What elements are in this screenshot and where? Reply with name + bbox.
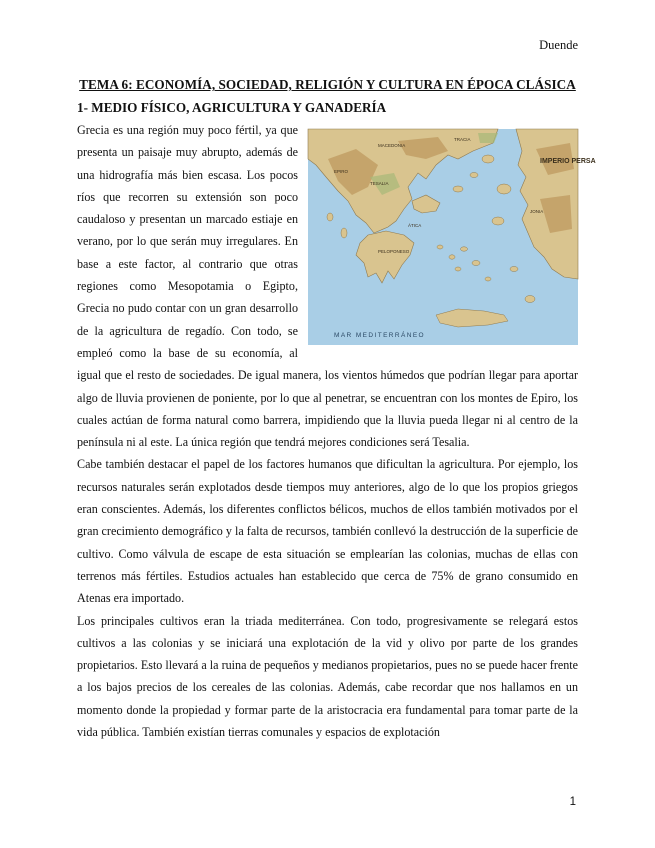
page-number: 1	[569, 796, 576, 808]
paragraph-2: Cabe también destacar el papel de los factores humanos que dificultan la agricultura. Por ejemplo, los recursos naturales serán explotados desde tiempos muy anteriores, algo de lo que los propios griegos eran conscientes. Además, los diferentes conflictos bélicos, muchos de ellos también motivados por el gran crecimiento demográfico y la falta de recursos, también conllevó la destrucción de la superficie de cultivo. Como válvula de escape de esta situación se emplearían las colonias, muchas de ellas con terrenos más fértiles. Estudios actuales han establecido que cerca de 75% de grano consumido en Atenas era importado.	[77, 457, 578, 606]
map-empire-label: IMPERIO PERSA	[540, 158, 596, 165]
svg-text:ÁTICA: ÁTICA	[408, 223, 422, 228]
svg-text:JONIA: JONIA	[530, 209, 544, 214]
greece-map	[308, 129, 596, 345]
svg-text:MACEDONIA: MACEDONIA	[378, 143, 406, 148]
greece-map-image	[308, 129, 596, 345]
map-sea-label: MAR MEDITERRÁNEO	[334, 332, 426, 339]
paragraph-3: Los principales cultivos eran la triada mediterránea. Con todo, progresivamente se relegará estos cultivos a las colonias y se iniciará una explotación de la vid y olivo por parte de los grandes propietarios. Esto llevará a la ruina de pequeños y medianos propietarios, pues no se puede hacer frente a los bajos precios de los cereales de las colonias. Además, cabe recordar que nos hallamos en un momento donde la propiedad y formar parte de la aristocracia era fundamental para tomar parte de la vida pública. También existían tierras comunales y espacios de explotación	[77, 613, 578, 740]
paragraph-1: Grecia es una región muy poco fértil, ya que presenta un paisaje muy abrupto, además de una hidrografía más bien escasa. Los pocos ríos que recorren su extensión son poco caudaloso y presentan un marcado estiaje en verano, por lo que serán muy irregulares. En base a este factor, al contrario que otras regiones como Mesopotamia o Egipto, Grecia no pudo contar con un gran desarrollo de la agricultura de regadío. Con todo, se empleó como la base de su economía, al igual que el resto de sociedades. De igual manera, los vientos húmedos que podrían llegar para aportar algo de lluvia provienen de poniente, por lo que al penetrar, se encuentran con los montes de Epiro, los cuales actúan de forma natural como barrera, impidiendo que la lluvia pueda llegar ni al centro de la península ni al este. La única región que tendrá mejores condiciones será Tesalia.	[77, 123, 578, 450]
svg-text:TRACIA: TRACIA	[454, 137, 471, 142]
svg-text:EPIRO: EPIRO	[334, 169, 349, 174]
section-title: 1- MEDIO FÍSICO, AGRICULTURA Y GANADERÍA	[77, 100, 387, 115]
document-title: TEMA 6: ECONOMÍA, SOCIEDAD, RELIGIÓN Y CULTURA EN ÉPOCA CLÁSICA	[79, 77, 576, 92]
document-body	[77, 119, 596, 743]
svg-text:PELOPONESO: PELOPONESO	[378, 249, 410, 254]
svg-text:TESALIA: TESALIA	[370, 181, 389, 186]
header-author: Duende	[539, 38, 578, 52]
